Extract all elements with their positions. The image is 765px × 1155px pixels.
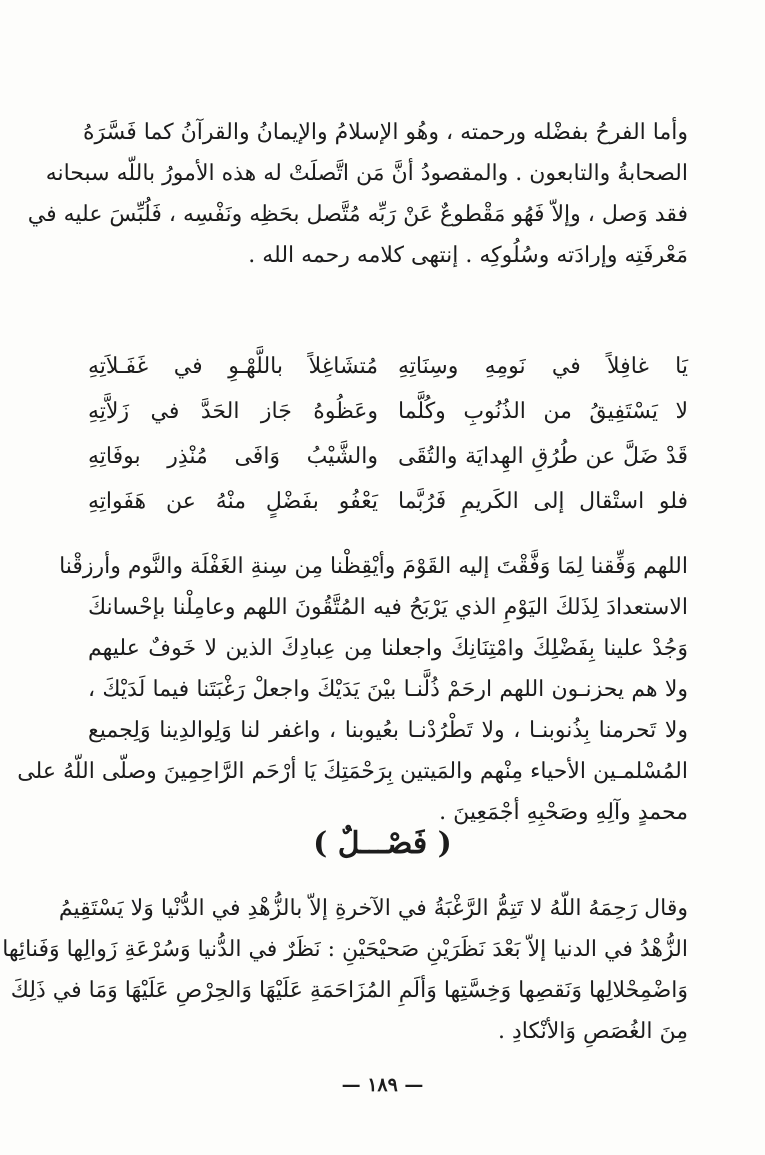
text-line: اللهم وَفِّقنا لِمَا وَفَّقْتَ إليه القَوْمَ وأيْقِظْنا مِن سِنةِ الغَفْلَة والنَّوم وأرزقْنا xyxy=(59,554,688,579)
poem-first-hemistich: قَدْ ضَلَّ عن طُرُقِ الهِدايَة والتُقَى xyxy=(398,444,688,469)
paragraph-supplication xyxy=(17,546,688,833)
poem-first-hemistich: لا يَسْتَفِيقُ من الذُنُوبِ وكُلَّما xyxy=(398,399,688,424)
poem-second-hemistich: وعَظُوهُ جَاز الحَدَّ في زَلاَّتِهِ xyxy=(88,399,378,424)
poem-verse xyxy=(88,389,688,434)
poem-first-hemistich: يَا غافِلاً في نَومِهِ وسِنَاتِهِ xyxy=(398,354,688,379)
text-line: ولا هم يحزنـون اللهم ارحَمْ ذُلَّنـا بيْنَ يَدَيْكَ واجعلْ رَغْبَتَنا فيما لَدَيْكَ ، xyxy=(88,677,688,702)
poem-verse xyxy=(88,479,688,524)
poem-second-hemistich: والشَّيْبُ وَافَى مُنْذِر بوفَاتِهِ xyxy=(88,444,378,469)
section-heading: ( فَصْـــلٌ ) xyxy=(313,826,452,861)
text-line: وَاضْمِحْلالِها وَنَقصِها وَخِسَّتِها وَألَمِ المُزَاحَمَةِ عَلَيْهَا وَالحِرْصِ عَلَيْهَا وَمَا في ذَلِكَ xyxy=(10,978,688,1003)
page-number: — ١٨٩ — xyxy=(341,1074,424,1096)
text-line: المُسْلمـين الأحياء مِنْهم والمَيتين بِرَحْمَتِكَ يَا أرْحَم الرَّاحِمِينَ وصلّى اللّهُ على xyxy=(17,759,688,784)
text-line: محمدٍ وآلِهِ وصَحْبِهِ أجْمَعِينَ . xyxy=(439,800,688,825)
text-line: وَجُدْ علينا بِفَضْلِكَ وامْتِنَانِكَ واجعلنا مِن عِبادِكَ الذين لا خَوفٌ عليهم xyxy=(88,636,688,661)
paragraph-asceticism xyxy=(2,888,688,1052)
poem-first-hemistich: فلو استْقال إلى الكَريمِ فَرُبَّما xyxy=(398,489,688,514)
poem xyxy=(88,344,688,524)
paragraph-joy-of-grace xyxy=(27,112,688,276)
text-line: الاستعدادَ لِذَلكَ اليَوْمِ الذي يَرْبَحُ فيه المُتَّقُونَ اللهم وعامِلْنا بإحْسانكَ xyxy=(88,595,688,620)
poem-second-hemistich: يَعْفُو بفَضْلٍ منْهُ عن هَفَواتِهِ xyxy=(88,489,378,514)
text-line: ولا تَحرمنا بِذُنوبنـا ، ولا تَطْرُدْنـا بعُيوبنا ، واغفر لنا وَلِوالدِينا وَلِجميع xyxy=(88,718,688,743)
poem-verse xyxy=(88,344,688,389)
text-line: وقال رَحِمَهُ اللّهُ لا تَتِمُّ الرَّغْبَةُ في الآخرةِ إلاّ بالزُّهْدِ في الدُّنْيا وَلا يَسْتَقِيمُ xyxy=(58,896,688,921)
poem-second-hemistich: مُتشَاغِلاً باللَّهْـوِ في غَفَـلاَتِهِ xyxy=(88,354,378,379)
text-line: الزُّهْدُ في الدنيا إلاّ بَعْدَ نَظَرَيْنِ صَحيْحَيْنِ : نَظَرٌ في الدُّنيا وَسُرْعَةِ زَوالِها وَفَنائِها xyxy=(2,937,688,962)
text-line: مِنَ الغُصَصِ وَالأنْكادِ . xyxy=(497,1019,688,1044)
text-line: مَعْرفَتِه وإرادَته وسُلُوكِه . إنتهى كلامه رحمه الله . xyxy=(248,243,688,268)
text-line: الصحابةُ والتابعون . والمقصودُ أنَّ مَن اتَّصلَتْ له هذه الأمورُ باللّه سبحانه xyxy=(45,161,688,186)
poem-verse xyxy=(88,434,688,479)
text-line: وأما الفرحُ بفضْله ورحمته ، وهُو الإسلامُ والإيمانُ والقرآنُ كما فَسَّرَهُ xyxy=(82,120,688,145)
text-line: فقد وَصل ، وإلاّ فَهُو مَقْطوعٌ عَنْ رَبِّه مُتَّصل بحَظِه ونَفْسِه ، فَلُبِّسَ عليه في xyxy=(27,202,688,227)
